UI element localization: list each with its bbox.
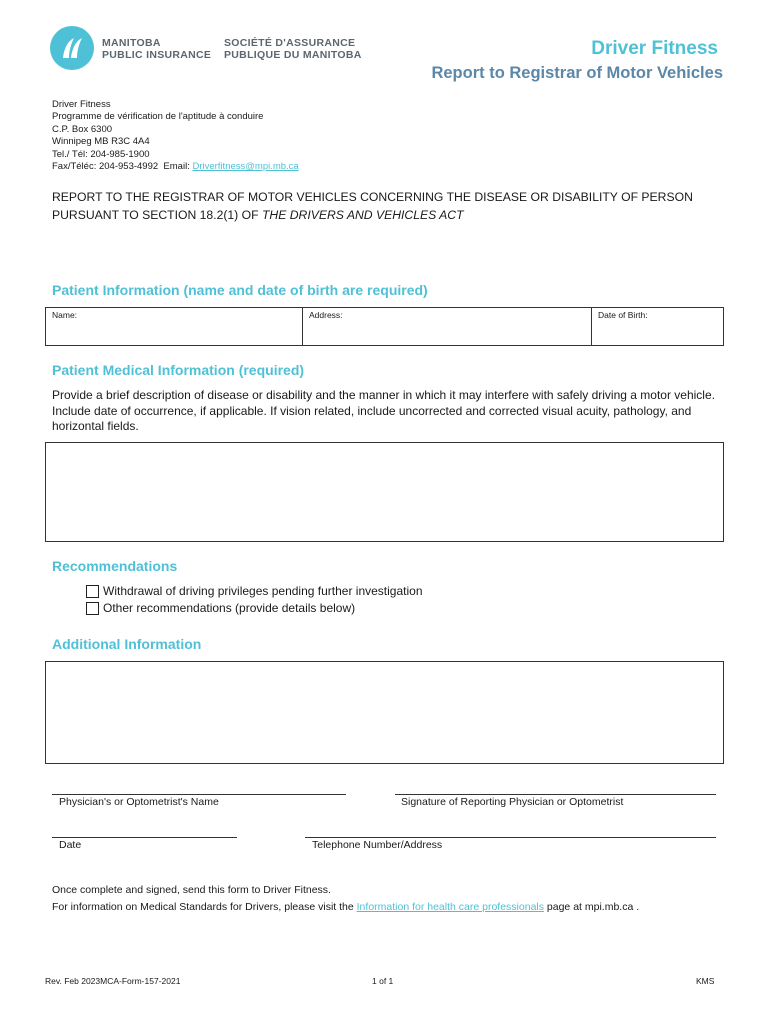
logo-fr-line1: SOCIÉTÉ D'ASSURANCE	[224, 37, 356, 49]
date-line[interactable]	[52, 837, 237, 838]
form-title: Driver Fitness	[591, 38, 718, 59]
patient-info-table	[45, 307, 724, 346]
form-subtitle: Report to Registrar of Motor Vehicles	[431, 64, 723, 82]
submit-instruction: Once complete and signed, send this form to Driver Fitness.	[52, 884, 331, 896]
dob-label: Date of Birth:	[598, 310, 648, 320]
withdrawal-label: Withdrawal of driving privileges pending further investigation	[103, 584, 423, 598]
address-line: Programme de vérification de l'aptitude à conduire	[52, 111, 264, 123]
additional-info-heading: Additional Information	[52, 636, 202, 652]
medical-standards-note	[52, 901, 639, 913]
telephone-address-line[interactable]	[305, 837, 716, 838]
logo-en-line1: MANITOBA	[102, 37, 161, 49]
medical-info-instructions: Provide a brief description of disease or disability and the manner in which it may interfere with safely driving a motor vehicle. Include date of occurrence, if applicable. If vision related, include uncorrected and corrected visual acuity, pathology, and horizontal fields.	[52, 388, 715, 433]
health-care-professionals-link[interactable]: Information for health care professionals	[356, 901, 544, 913]
recommendation-option-other[interactable]	[86, 601, 355, 615]
other-recommendations-label: Other recommendations (provide details below)	[103, 601, 356, 615]
logo-french-name	[224, 37, 362, 61]
name-field[interactable]	[46, 308, 303, 345]
date-label: Date	[59, 839, 82, 851]
report-heading-line2	[52, 207, 732, 225]
recommendations-heading: Recommendations	[52, 558, 178, 574]
medical-standards-suffix: page at mpi.mb.ca .	[544, 901, 640, 913]
logo-english-name	[102, 37, 211, 61]
address-line: Driver Fitness	[52, 99, 111, 110]
form-revision: Rev. Feb 2023MCA-Form-157-2021	[45, 976, 181, 986]
address-line: Winnipeg MB R3C 4A4	[52, 136, 150, 148]
report-heading-prefix: PURSUANT TO SECTION 18.2(1) OF	[52, 207, 262, 222]
page-number: 1 of 1	[372, 976, 394, 986]
withdrawal-checkbox[interactable]	[86, 585, 99, 598]
logo-en-line2: PUBLIC INSURANCE	[102, 49, 212, 61]
address-label: Address:	[309, 310, 343, 320]
physician-name-label: Physician's or Optometrist's Name	[59, 796, 219, 808]
address-field[interactable]	[303, 308, 592, 345]
telephone-address-label: Telephone Number/Address	[312, 839, 443, 851]
additional-info-textarea[interactable]	[45, 661, 724, 764]
signature-label: Signature of Reporting Physician or Optometrist	[401, 796, 624, 808]
medical-description-textarea[interactable]	[45, 442, 724, 542]
medical-info-heading: Patient Medical Information (required)	[52, 362, 305, 378]
mpi-logo-icon	[50, 26, 94, 70]
form-code: KMS	[696, 976, 715, 986]
logo-fr-line2: PUBLIQUE DU MANITOBA	[224, 49, 362, 61]
address-line: C.P. Box 6300	[52, 123, 113, 135]
email-link[interactable]: Driverfitness@mpi.mb.ca	[192, 161, 299, 173]
name-label: Name:	[52, 310, 78, 320]
recommendation-option-withdrawal[interactable]	[86, 584, 423, 598]
medical-standards-prefix: For information on Medical Standards for Drivers, please visit the	[52, 901, 357, 913]
report-heading-line1: REPORT TO THE REGISTRAR OF MOTOR VEHICLES CONCERNING THE DISEASE OR DISABILITY OF PERSON	[52, 190, 693, 204]
fax-text: Fax/Téléc: 204-953-4992 Email:	[52, 161, 193, 173]
contact-address-block	[52, 99, 299, 173]
signature-line[interactable]	[395, 794, 716, 795]
dob-field[interactable]	[592, 308, 723, 345]
physician-name-line[interactable]	[52, 794, 346, 795]
other-recommendations-checkbox[interactable]	[86, 602, 99, 615]
patient-info-heading: Patient Information (name and date of birth are required)	[52, 282, 428, 298]
fax-email-line	[52, 161, 299, 173]
address-line: Tel./ Tél: 204-985-1900	[52, 148, 150, 160]
report-heading	[52, 189, 732, 224]
act-name: THE DRIVERS AND VEHICLES ACT	[261, 207, 464, 222]
